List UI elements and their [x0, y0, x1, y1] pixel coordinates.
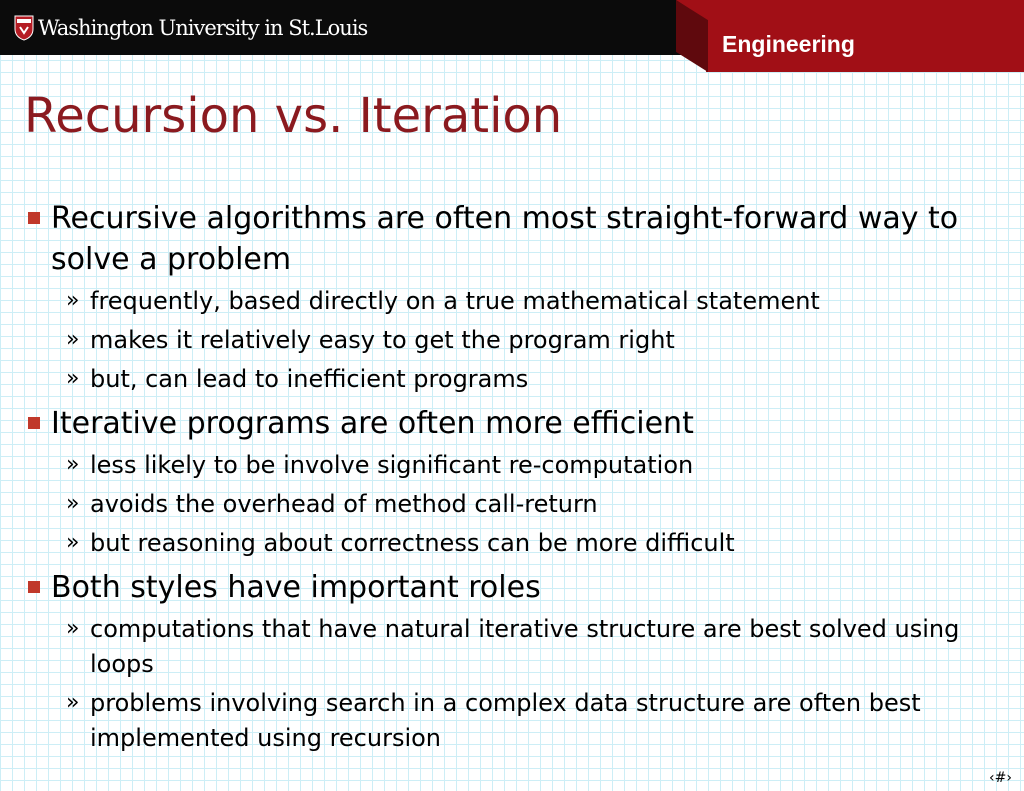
sub-bullet: [24, 612, 1019, 682]
square-bullet-icon: [28, 581, 40, 593]
chevron-bullet-icon: »: [66, 452, 80, 477]
sub-bullet-text: avoids the overhead of method call-return: [90, 490, 598, 518]
square-bullet-icon: [28, 417, 40, 429]
chevron-bullet-icon: »: [66, 690, 80, 715]
university-logo: [14, 13, 367, 43]
slide-title: Recursion vs. Iteration: [24, 88, 563, 144]
bullet-text: Recursive algorithms are often most straight-forward way to solve a problem: [51, 201, 959, 277]
sub-bullet-text: problems involving search in a complex data structure are often best implemented using recursion: [90, 689, 921, 752]
school-name: Engineering: [722, 31, 855, 57]
slide-number: ‹#›: [989, 770, 1012, 786]
chevron-bullet-icon: »: [66, 288, 80, 313]
bullet-2: [24, 403, 1019, 444]
sub-bullet-text: less likely to be involve significant re-computation: [90, 451, 694, 479]
sub-bullet-text: but, can lead to inefficient programs: [90, 365, 529, 393]
bullet-3: [24, 567, 1019, 608]
chevron-bullet-icon: »: [66, 327, 80, 352]
chevron-bullet-icon: »: [66, 366, 80, 391]
university-shield-icon: [14, 15, 34, 41]
sub-bullet: [24, 362, 1019, 397]
sub-bullet-text: but reasoning about correctness can be more difficult: [90, 529, 735, 557]
sub-bullet: [24, 526, 1019, 561]
university-name: Washington University in St.Louis: [38, 16, 368, 40]
sub-bullet: [24, 284, 1019, 319]
sub-bullet: [24, 323, 1019, 358]
chevron-bullet-icon: »: [66, 530, 80, 555]
sub-bullet: [24, 487, 1019, 522]
bullet-text: Both styles have important roles: [51, 570, 541, 605]
sub-bullet-text: makes it relatively easy to get the program right: [90, 326, 675, 354]
square-bullet-icon: [28, 212, 40, 224]
sub-bullet-text: computations that have natural iterative structure are best solved using loops: [90, 615, 960, 678]
slide-header: [0, 0, 1024, 72]
chevron-bullet-icon: »: [66, 491, 80, 516]
bullet-1: [24, 198, 1019, 280]
chevron-bullet-icon: »: [66, 616, 80, 641]
sub-bullet: [24, 686, 1019, 756]
sub-bullet-text: frequently, based directly on a true mathematical statement: [90, 287, 820, 315]
bullet-text: Iterative programs are often more efficient: [51, 406, 694, 441]
sub-bullet: [24, 448, 1019, 483]
slide-content: [24, 198, 1019, 756]
